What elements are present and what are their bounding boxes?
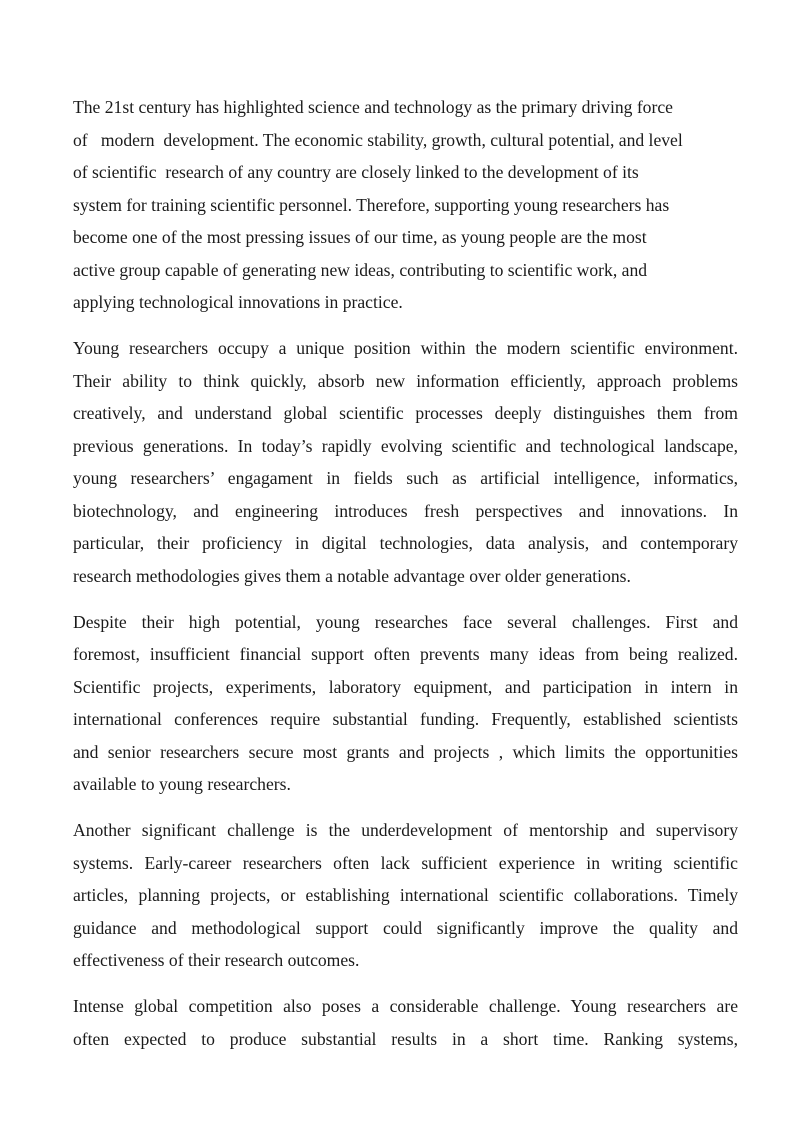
text-line: Another significant challenge is the underdevelopment of mentorship and supervisory — [73, 820, 738, 841]
text-line: Intense global competition also poses a considerable challenge. Young researchers are — [73, 996, 738, 1017]
text-line: available to young researchers. — [73, 774, 291, 795]
text-line: often expected to produce substantial results in a short time. Ranking systems, — [73, 1028, 738, 1049]
paragraph-young-researchers-position — [73, 332, 738, 592]
text-line: young researchers’ engagament in fields such as artificial intelligence, informatics, — [73, 468, 738, 489]
text-line: particular, their proficiency in digital technologies, data analysis, and contemporary — [73, 533, 738, 554]
paragraph-challenges-competition — [73, 990, 738, 1055]
text-line: applying technological innovations in practice. — [73, 292, 403, 312]
paragraph-spacing — [73, 977, 738, 991]
text-line: previous generations. In today’s rapidly evolving scientific and technological landscape, — [73, 435, 738, 456]
text-line: foremost, insufficient financial support often prevents many ideas from being realized. — [73, 644, 738, 665]
text-line: The 21st century has highlighted science and technology as the primary driving force — [73, 97, 673, 117]
text-line: articles, planning projects, or establishing international scientific collaborations. Timely — [73, 885, 738, 906]
text-line: Their ability to think quickly, absorb new information efficiently, approach problems — [73, 370, 738, 391]
paragraph-spacing — [73, 592, 738, 606]
text-line: and senior researchers secure most grants and projects , which limits the opportunities — [73, 741, 738, 762]
text-line: effectiveness of their research outcomes. — [73, 950, 360, 971]
paragraph-intro — [73, 91, 738, 319]
paragraph-spacing — [73, 319, 738, 333]
paragraph-spacing — [73, 801, 738, 815]
text-line: Scientific projects, experiments, laboratory equipment, and participation in intern in — [73, 676, 738, 697]
text-line: biotechnology, and engineering introduces fresh perspectives and innovations. In — [73, 500, 738, 521]
text-line: become one of the most pressing issues of our time, as young people are the most — [73, 227, 647, 247]
text-line: of modern development. The economic stability, growth, cultural potential, and level — [73, 129, 683, 150]
text-line: Young researchers occupy a unique position within the modern scientific environment. — [73, 338, 738, 359]
text-line: international conferences require substantial funding. Frequently, established scientists — [73, 709, 738, 730]
text-line: of scientific research of any country are closely linked to the development of its — [73, 162, 639, 182]
text-line: creatively, and understand global scientific processes deeply distinguishes them from — [73, 403, 738, 424]
text-line: system for training scientific personnel. Therefore, supporting young researchers has — [73, 194, 670, 215]
text-line: guidance and methodological support could significantly improve the quality and — [73, 917, 738, 938]
text-line: systems. Early-career researchers often lack sufficient experience in writing scientific — [73, 852, 738, 873]
text-line: active group capable of generating new ideas, contributing to scientific work, and — [73, 259, 648, 280]
text-line: research methodologies gives them a notable advantage over older generations. — [73, 565, 631, 586]
text-line: Despite their high potential, young researches face several challenges. First and — [73, 611, 738, 632]
paragraph-challenges-mentorship — [73, 814, 738, 977]
paragraph-challenges-funding — [73, 606, 738, 801]
